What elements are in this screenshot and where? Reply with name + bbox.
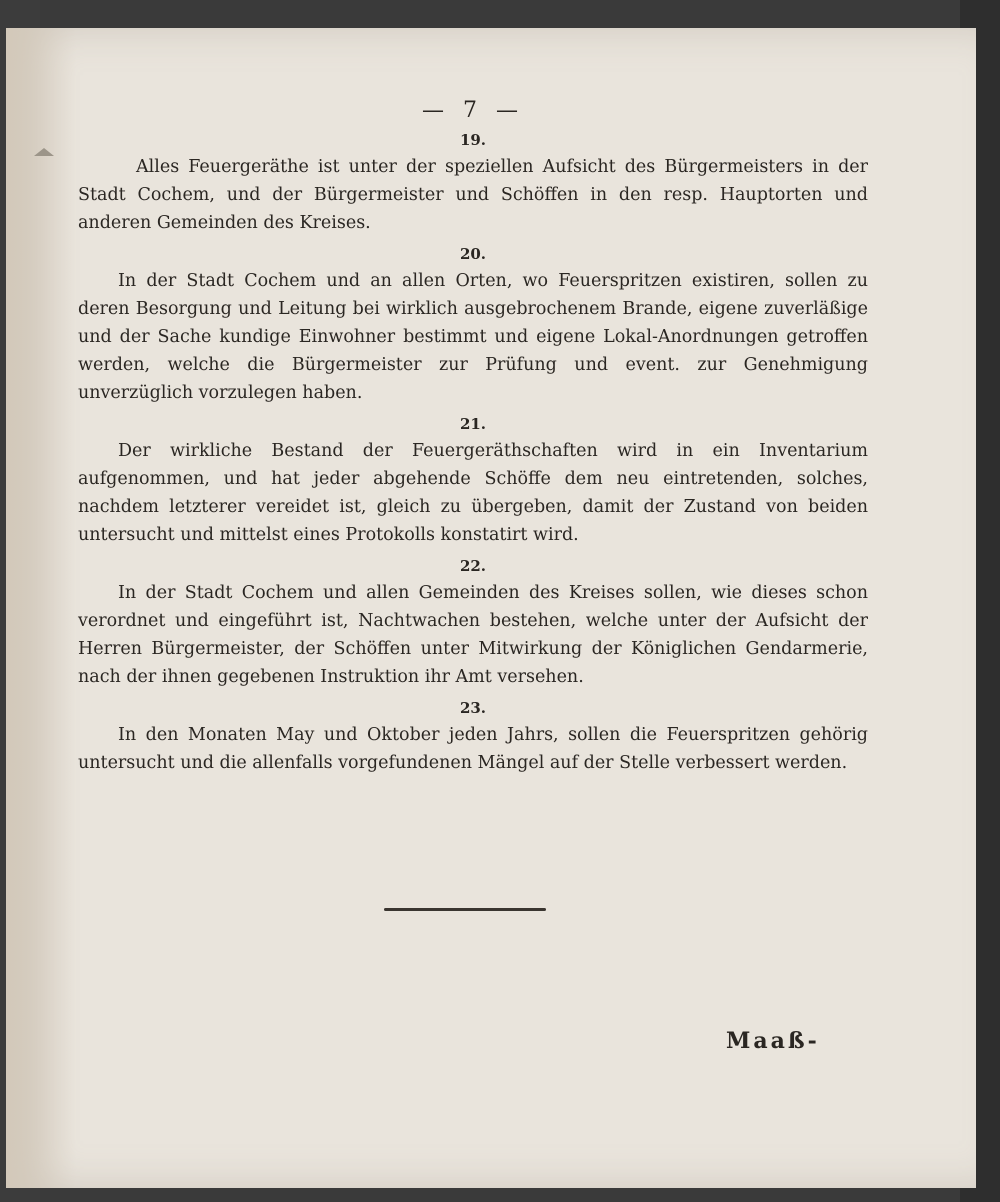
section-text: In der Stadt Cochem und an allen Orten, wo Feuerspritzen existiren, sollen zu deren Besorgung und Leitung bei wirklich ausgebrochenem Brande, eigene zuverläßige und der Sache kundige Einwohner bestimmt und eigene Lokal-Anordnungen getroffen werden, welche die Bürgermeister zur Prüfung und event. zur Genehmigung unverzüglich vorzulegen haben. [78, 271, 868, 403]
section-19 [78, 131, 868, 237]
section-22 [78, 557, 868, 691]
page-number: — 7 — [422, 98, 524, 123]
document-page [6, 28, 976, 1188]
section-number: 19. [459, 131, 487, 149]
section-20 [78, 245, 868, 407]
page-gutter-shadow [6, 28, 76, 1188]
margin-mark [34, 148, 54, 156]
section-number: 23. [459, 699, 487, 717]
separator-rule [384, 908, 546, 911]
section-text: In der Stadt Cochem und allen Gemeinden des Kreises sollen, wie dieses schon verordnet und eingeführt ist, Nachtwachen bestehen, welche unter der Aufsicht der Herren Bürgermeister, der Schöffen unter Mitwirkung der Königlichen Gendarmerie, nach der ihnen gegebenen Instruktion ihr Amt versehen. [78, 583, 868, 687]
catchword: Maaß- [726, 1028, 820, 1054]
section-21 [78, 415, 868, 549]
section-23 [78, 699, 868, 777]
page-body [78, 98, 868, 777]
section-number: 22. [459, 557, 487, 575]
section-text: In den Monaten May und Oktober jeden Jahrs, sollen die Feuerspritzen gehörig untersucht und die allenfalls vorgefundenen Mängel auf der Stelle verbessert werden. [78, 725, 868, 773]
section-number: 20. [459, 245, 487, 263]
section-text: Alles Feuergeräthe ist unter der speziellen Aufsicht des Bürgermeisters in der Stadt Cochem, und der Bürgermeister und Schöffen in den resp. Hauptorten und anderen Gemeinden des Kreises. [78, 157, 868, 233]
section-text: Der wirkliche Bestand der Feuergeräthschaften wird in ein Inventarium aufgenommen, und hat jeder abgehende Schöffe dem neu eintretenden, solches, nachdem letzterer vereidet ist, gleich zu übergeben, damit der Zustand von beiden untersucht und mittelst eines Protokolls konstatirt wird. [78, 441, 868, 545]
section-number: 21. [459, 415, 487, 433]
